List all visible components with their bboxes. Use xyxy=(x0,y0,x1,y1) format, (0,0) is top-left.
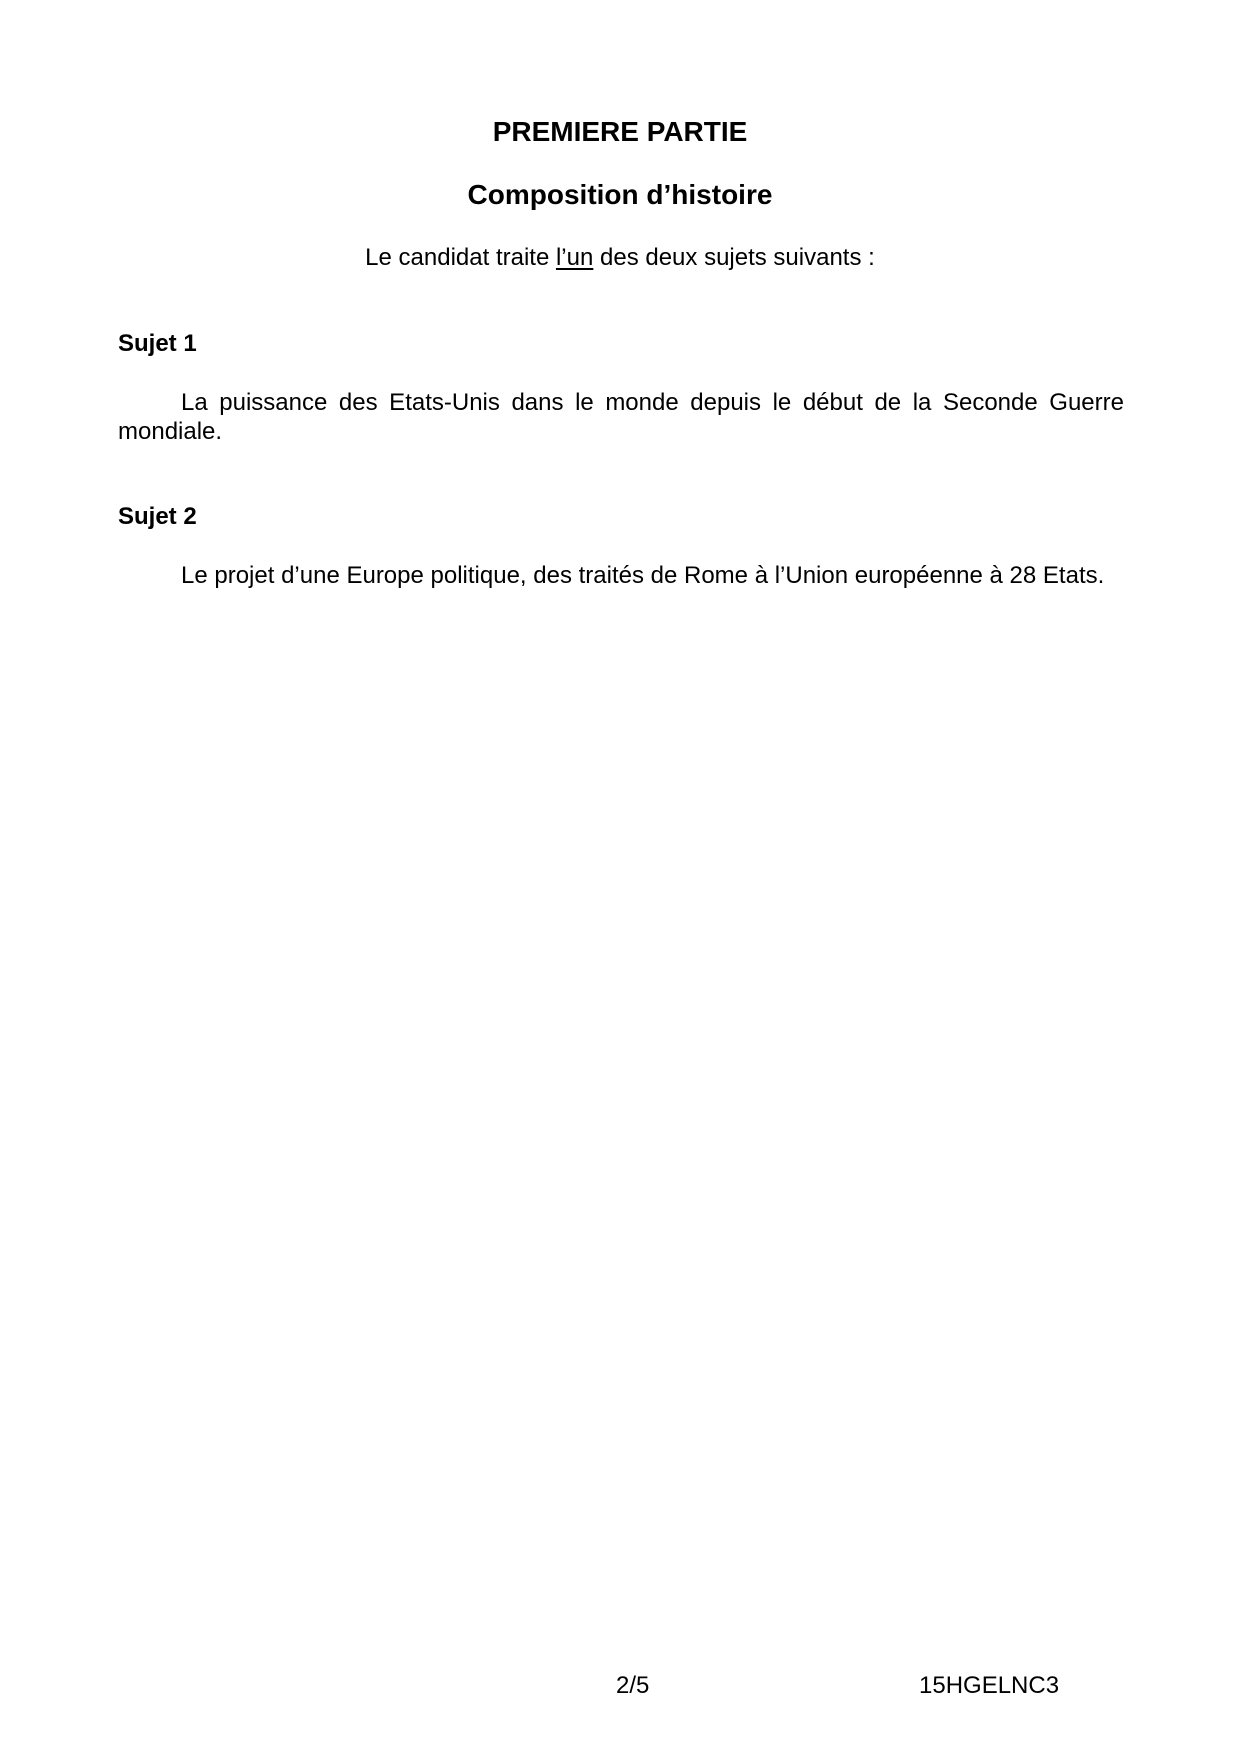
instruction-text-after: des deux sujets suivants : xyxy=(593,244,875,271)
subject-2-text: Le projet d’une Europe politique, des traités de Rome à l’Union européenne à 28 Etats. xyxy=(181,562,1105,589)
instruction-text-before: Le candidat traite xyxy=(365,244,556,271)
instruction-underlined-word: l’un xyxy=(555,244,594,271)
page-number: 2/5 xyxy=(616,1672,650,1699)
instruction-line xyxy=(0,244,1240,272)
subject-1-heading: Sujet 1 xyxy=(118,330,197,357)
section-title: Composition d’histoire xyxy=(467,179,773,210)
part-title: PREMIERE PARTIE xyxy=(492,116,748,147)
subject-1-text: La puissance des Etats-Unis dans le monde depuis le début de la Seconde Guerre mondiale. xyxy=(118,389,1124,445)
document-code: 15HGELNC3 xyxy=(919,1672,1060,1699)
subject-2-heading: Sujet 2 xyxy=(118,503,197,530)
